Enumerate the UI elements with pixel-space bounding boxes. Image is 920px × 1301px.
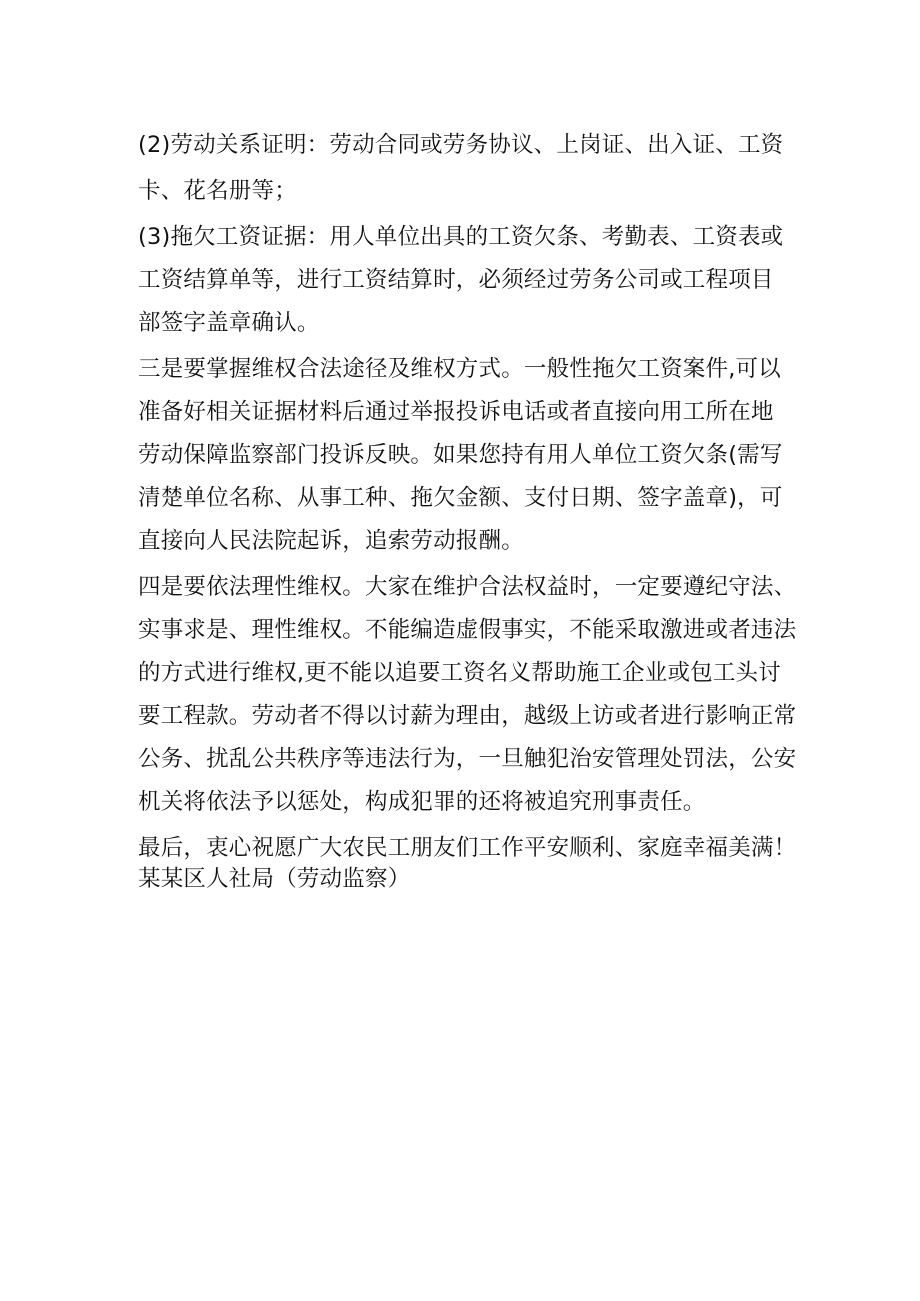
text-line: 机关将依法予以惩处，构成犯罪的还将被追究刑事责任。 (138, 789, 706, 815)
text-line: (2)劳动关系证明：劳动合同或劳务协议、上岗证、出入证、工资 (138, 132, 784, 158)
text-line: 清楚单位名称、从事工种、拖欠金额、支付日期、签字盖章)，可 (138, 485, 783, 511)
document-body (138, 130, 828, 895)
signature-line: 某某区人社局（劳动监察） (138, 866, 411, 892)
text-line: 卡、花名册等； (138, 178, 297, 204)
text-line: 公务、扰乱公共秩序等违法行为，一旦触犯治安管理处罚法，公安 (138, 746, 797, 772)
text-line: 工资结算单等，进行工资结算时，必须经过劳务公司或工程项目 (138, 267, 774, 293)
text-line: 直接向人民法院起诉，追索劳动报酬。 (138, 528, 524, 554)
text-line: 实事求是、理性维权。不能编造虚假事实，不能采取激进或者违法 (138, 617, 797, 643)
text-line: 最后，衷心祝愿广大农民工朋友们工作平安顺利、家庭幸福美满！ (138, 835, 797, 861)
text-line: 要工程款。劳动者不得以讨薪为理由，越级上访或者进行影响正常 (138, 703, 797, 729)
text-line: 准备好相关证据材料后通过举报投诉电话或者直接向用工所在地 (138, 399, 774, 425)
text-line: 四是要依法理性维权。大家在维护合法权益时，一定要遵纪守法、 (138, 574, 797, 600)
text-line: 部签字盖章确认。 (138, 310, 320, 336)
text-line: (3)拖欠工资证据：用人单位出具的工资欠条、考勤表、工资表或 (138, 224, 784, 250)
text-line: 劳动保障监察部门投诉反映。如果您持有用人单位工资欠条(需写 (138, 442, 783, 468)
text-line: 三是要掌握维权合法途径及维权方式。一般性拖欠工资案件,可以 (138, 356, 781, 382)
text-line: 的方式进行维权,更不能以追要工资名义帮助施工企业或包工头讨 (138, 660, 781, 686)
